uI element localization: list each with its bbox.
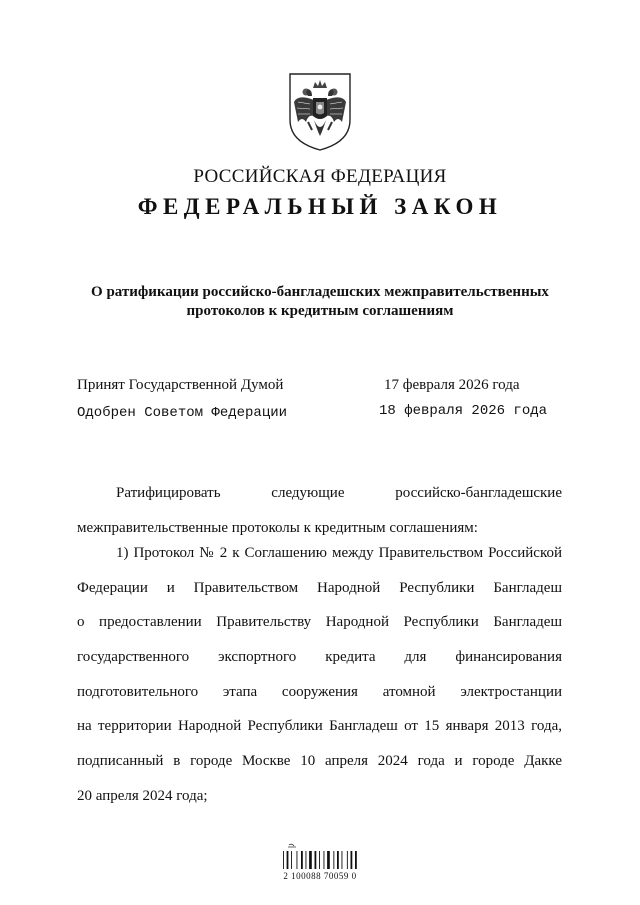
- adopted-date: 17 февраля 2026 года: [384, 377, 520, 393]
- paragraph-line: 1) Протокол № 2 к Соглашению между Правительством Российской: [116, 545, 562, 561]
- paragraph-line: подготовительного этапа сооружения атомной электростанции: [77, 683, 562, 700]
- barcode-number: 2 100088 70059 0: [283, 871, 357, 881]
- paragraph-line: о предоставлении Правительству Народной Республики Бангладеш: [77, 614, 562, 631]
- paragraph-line: Ратифицировать следующие российско-бангладешские: [116, 485, 562, 501]
- paragraph-ratify: [77, 476, 562, 545]
- country-heading: РОССИЙСКАЯ ФЕДЕРАЦИЯ: [193, 166, 447, 187]
- law-title-line: протоколов к кредитным соглашениям: [186, 303, 454, 319]
- paragraph-line: межправительственные протоколы к кредитным соглашениям:: [77, 519, 478, 536]
- approved-label: Одобрен Советом Федерации: [77, 405, 288, 421]
- paragraph-line: Федерации и Правительством Народной Республики Бангладеш: [77, 579, 562, 596]
- paragraph-line: подписанный в городе Москве 10 апреля 2024 года и городе Дакке: [77, 753, 562, 770]
- law-title-line: О ратификации российско-бангладешских межправительственных: [91, 284, 549, 300]
- paragraph-line: государственного экспортного кредита для финансирования: [77, 649, 562, 666]
- document-type-heading: ФЕДЕРАЛЬНЫЙ ЗАКОН: [137, 194, 503, 219]
- adopted-label: Принят Государственной Думой: [77, 377, 284, 393]
- coat-of-arms-icon: [288, 72, 352, 152]
- law-title: [60, 283, 580, 321]
- paragraph-line: на территории Народной Республики Бангладеш от 15 января 2013 года,: [77, 718, 562, 735]
- approved-date: 18 февраля 2026 года: [379, 403, 548, 419]
- paragraph-line: 20 апреля 2024 года;: [77, 787, 208, 804]
- paragraph-protocol-1: [77, 536, 562, 814]
